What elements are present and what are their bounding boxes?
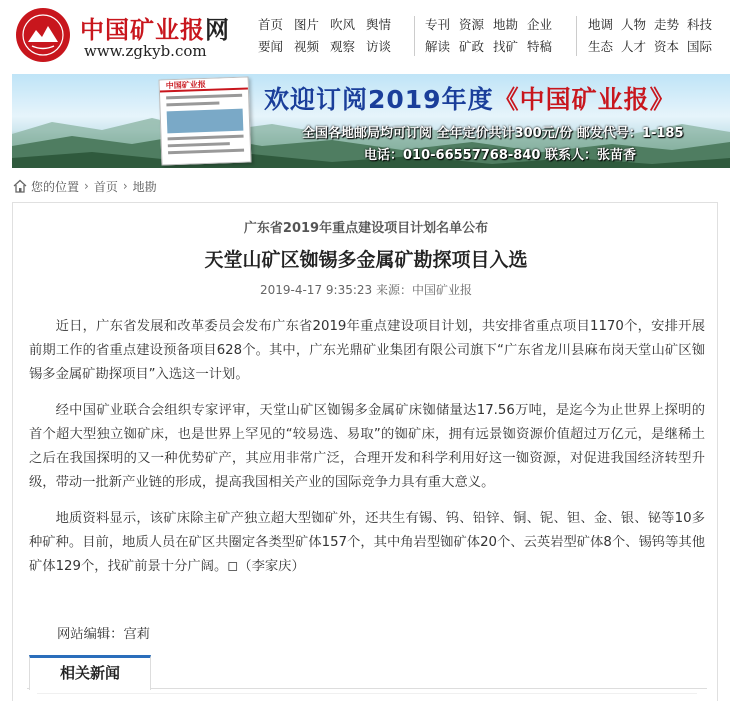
- nav-item-people[interactable]: 人物: [621, 17, 647, 32]
- nav-item-exploration[interactable]: 地勘: [493, 17, 519, 32]
- article-paragraph: 近日，广东省发展和改革委员会发布广东省2019年重点建设项目计划，共安排省重点项目1170个，安排开展前期工作的省重点建设预备项目628个。其中，广东光鼎矿业集团有限公司旗下“广东省龙川县麻布岗天堂山矿区铷锡多金属矿勘探项目”入选这一计划。: [29, 319, 705, 382]
- nav-item-feature[interactable]: 特稿: [527, 39, 553, 54]
- nav-item-photos[interactable]: 图片: [294, 17, 320, 32]
- nav-item-international[interactable]: 国际: [687, 39, 713, 54]
- editor-label: 网站编辑：: [57, 627, 124, 642]
- nav-item-special[interactable]: 专刊: [425, 17, 451, 32]
- logo-title: 中国矿业报: [80, 15, 205, 44]
- article-card: [12, 202, 718, 701]
- nav-item-interview[interactable]: 访谈: [366, 39, 392, 54]
- nav-group-sections: [588, 14, 720, 58]
- seal-logo-icon: [14, 6, 72, 64]
- breadcrumb-separator: ›: [122, 179, 128, 193]
- nav-item-resources[interactable]: 资源: [459, 17, 485, 32]
- nav-item-home[interactable]: 首页: [258, 17, 284, 32]
- nav-item-headlines[interactable]: 要闻: [258, 39, 284, 54]
- nav-item-briefing[interactable]: 吹风: [330, 17, 356, 32]
- nav-item-ecology[interactable]: 生态: [588, 39, 614, 54]
- site-url: www.zgkyb.com: [84, 42, 207, 60]
- nav-item-tech[interactable]: 科技: [687, 17, 713, 32]
- newspaper-thumbnail: [159, 76, 252, 165]
- breadcrumb-section[interactable]: 地勘: [132, 179, 157, 194]
- thumbnail-masthead: 中国矿业报: [160, 77, 248, 92]
- breadcrumb-home[interactable]: 首页: [93, 179, 118, 194]
- nav-item-talent[interactable]: 人才: [621, 39, 647, 54]
- article-source: 中国矿业报: [412, 283, 473, 297]
- editor-name: 宫莉: [123, 627, 151, 642]
- article-editor: [57, 623, 150, 642]
- nav-item-analysis[interactable]: 解读: [425, 39, 451, 54]
- nav-divider: [414, 16, 415, 56]
- nav-item-policy[interactable]: 矿政: [459, 39, 485, 54]
- article-body: [29, 315, 705, 591]
- tab-related-news[interactable]: 相关新闻: [29, 655, 151, 690]
- banner-contact-info: 电话：010-66557768-840 联系人：张苗香: [364, 148, 636, 163]
- related-news-list: [37, 693, 697, 701]
- related-news-header: [27, 655, 707, 689]
- article-paragraph: 经中国矿业联合会组织专家评审，天堂山矿区铷锡多金属矿床铷储量达17.56万吨，是迄今为止世界上探明的首个超大型独立铷矿床，也是世界上罕见的“较易选、易取”的铷矿床，拥有远景铷资源价值超过万亿元，是继稀土之后在我国探明的又一种优势矿产，其应用非常广泛，合理开发和科学利用好这一铷资源，对促进我国经济转型升级，带动一批新产业链的形成，提高我国相关产业的国际竞争力具有重大意义。: [29, 403, 705, 490]
- article-title: 天堂山矿区铷锡多金属矿勘探项目入选: [204, 249, 528, 271]
- nav-group-topics: [425, 14, 561, 58]
- subscription-banner[interactable]: [12, 74, 730, 168]
- nav-item-trend[interactable]: 走势: [654, 17, 680, 32]
- nav-group-news: [258, 14, 402, 58]
- site-logo[interactable]: [14, 6, 264, 64]
- article-source-label: 来源：: [375, 283, 412, 297]
- nav-item-observe[interactable]: 观察: [330, 39, 356, 54]
- nav-item-opinion[interactable]: 舆情: [366, 17, 392, 32]
- banner-title: [264, 80, 676, 116]
- logo-suffix: 网: [205, 15, 230, 44]
- article-date: 2019-4-17 9:35:23: [259, 283, 373, 297]
- banner-title-prefix: 欢迎订阅2019年度: [264, 85, 494, 114]
- nav-divider: [576, 16, 577, 56]
- banner-title-name: 《中国矿业报》: [493, 85, 676, 114]
- nav-item-prospecting[interactable]: 找矿: [493, 39, 519, 54]
- breadcrumb-label: 您的位置: [31, 179, 80, 194]
- nav-item-video[interactable]: 视频: [294, 39, 320, 54]
- article-meta: [13, 281, 719, 298]
- article-paragraph: 地质资料显示，该矿床除主矿产独立超大型铷矿外，还共生有锡、钨、铅锌、铜、铌、钽、金、银、铋等10多种矿种。目前，地质人员在矿区共圈定各类型矿体157个，其中角岩型铷矿体20个、云英岩型矿体8个、锡钨等其他矿体129个，找矿前景十分广阔。◻（李家庆）: [29, 511, 705, 574]
- nav-item-survey[interactable]: 地调: [588, 17, 614, 32]
- home-icon: [12, 178, 28, 194]
- site-header: [0, 0, 730, 70]
- nav-item-enterprise[interactable]: 企业: [527, 17, 553, 32]
- banner-subscription-info: 全国各地邮局均可订阅 全年定价共计300元/份 邮发代号：1-185: [302, 126, 684, 141]
- nav-item-capital[interactable]: 资本: [654, 39, 680, 54]
- breadcrumb: [12, 176, 157, 196]
- article-subtitle: 广东省2019年重点建设项目计划名单公布: [243, 221, 489, 236]
- breadcrumb-separator: ›: [84, 179, 89, 193]
